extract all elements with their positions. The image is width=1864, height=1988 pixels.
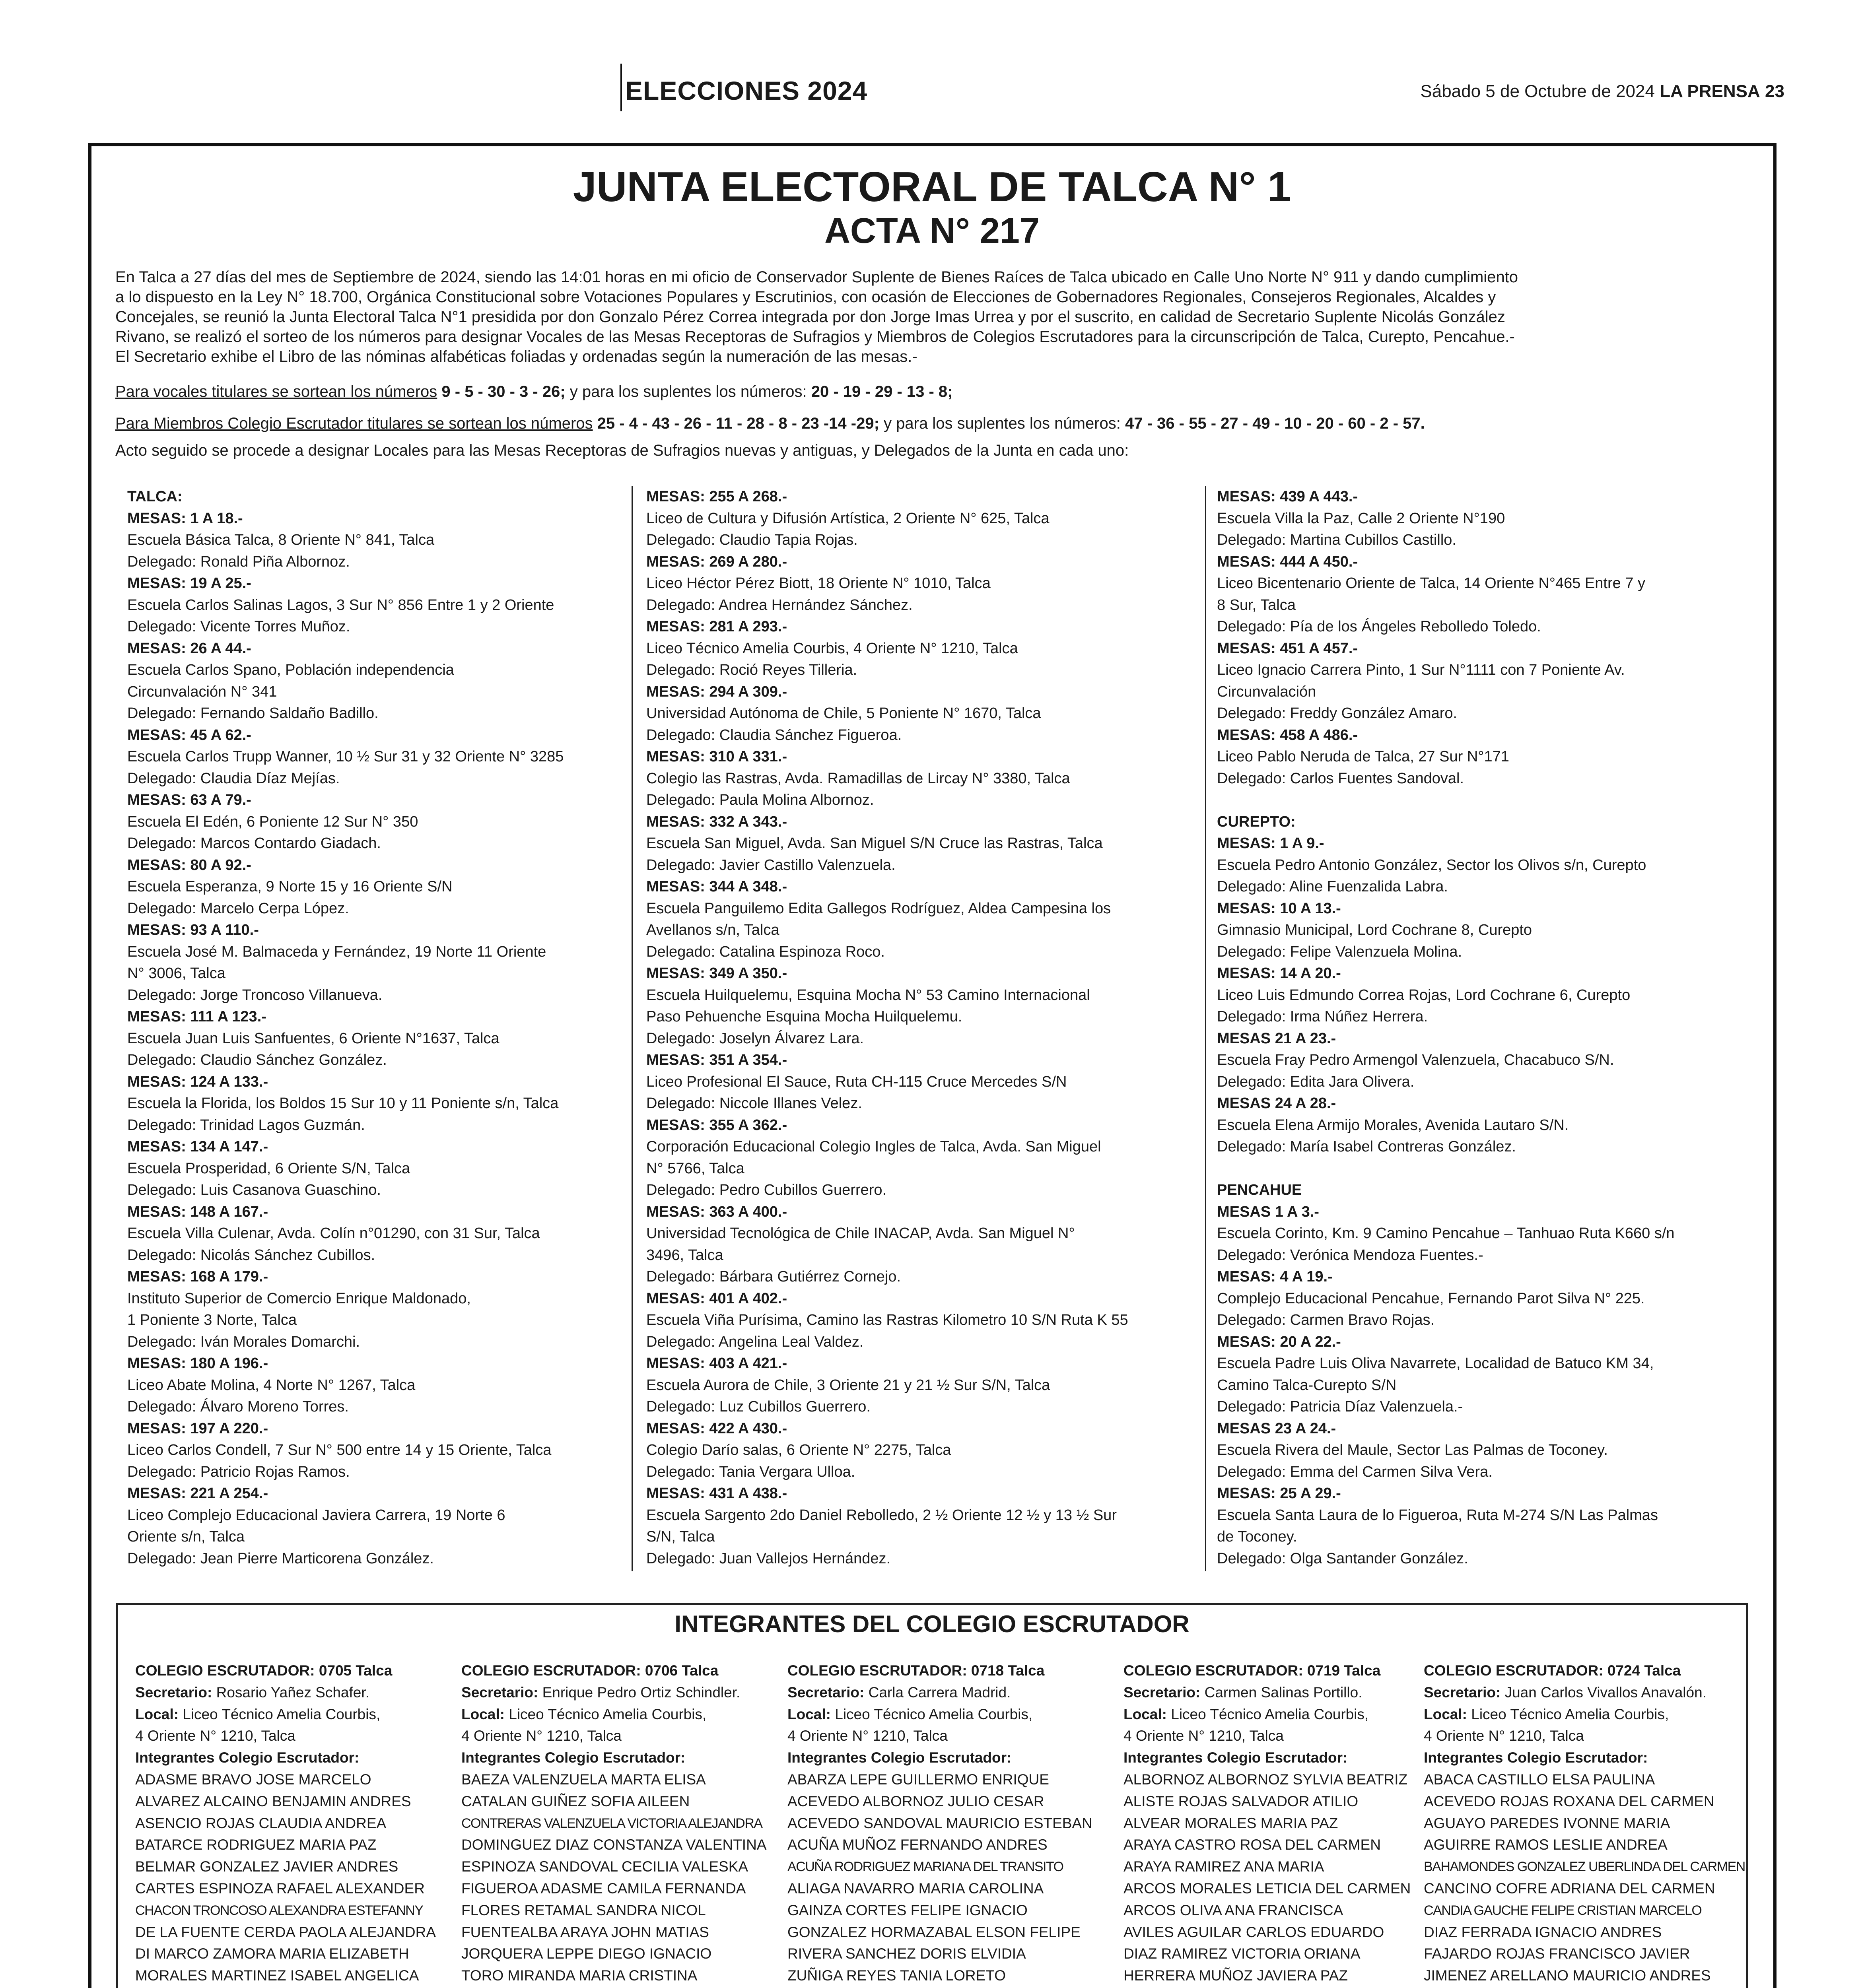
mesa-line: de Toconey. — [1217, 1528, 1297, 1545]
mesa-heading: MESAS: 439 A 443.- — [1217, 488, 1358, 505]
mesa-line: 8 Sur, Talca — [1217, 596, 1296, 613]
mesa-line: Escuela José M. Balmaceda y Fernández, 19 Norte 11 Oriente — [127, 943, 546, 960]
mesa-line: Delegado: Aline Fuenzalida Labra. — [1217, 878, 1448, 895]
mesa-line: Escuela Carlos Spano, Población independencia — [127, 662, 454, 678]
mesa-line: Escuela Viña Purísima, Camino las Rastras Kilometro 10 S/N Ruta K 55 — [646, 1312, 1128, 1328]
mesa-heading: PENCAHUE — [1217, 1182, 1302, 1198]
mesa-heading: MESAS: 63 A 79.- — [127, 792, 251, 808]
colegio-group — [787, 1660, 1092, 1987]
mesa-line: Escuela Panguilemo Edita Gallegos Rodríguez, Aldea Campesina los — [646, 900, 1111, 917]
mesas-column-3 — [1217, 486, 1734, 1569]
mesa-line: Escuela Carlos Trupp Wanner, 10 ½ Sur 31 y 32 Oriente N° 3285 — [127, 748, 564, 765]
mesa-line: Escuela Villa la Paz, Calle 2 Oriente N°190 — [1217, 510, 1505, 527]
mesa-line: Delegado: Marcos Contardo Giadach. — [127, 835, 381, 852]
integrantes-label: Integrantes Colegio Escrutador: — [461, 1749, 686, 1766]
secretario-label: Secretario: — [1123, 1684, 1201, 1701]
mesa-line: Liceo Profesional El Sauce, Ruta CH-115 Cruce Mercedes S/N — [646, 1073, 1067, 1090]
local-address: 4 Oriente N° 1210, Talca — [461, 1728, 622, 1744]
mesa-line: Delegado: Claudio Sánchez González. — [127, 1052, 387, 1068]
vocales-suplentes: 20 - 19 - 29 - 13 - 8; — [811, 383, 953, 400]
secretario-label: Secretario: — [461, 1684, 538, 1701]
mesa-line: Escuela Huilquelemu, Esquina Mocha N° 53 Camino Internacional — [646, 986, 1090, 1004]
colegio-member: ARAYA CASTRO ROSA DEL CARMEN — [1123, 1837, 1381, 1853]
colegio-label: Para Miembros Colegio Escrutador titulares se sortean los números — [115, 415, 593, 432]
mesa-line — [1217, 789, 1734, 811]
mesa-line: Circunvalación — [1217, 683, 1316, 700]
colegio-member: CANCINO COFRE ADRIANA DEL CARMEN — [1424, 1880, 1715, 1897]
mesa-line: Universidad Autónoma de Chile, 5 Poniente N° 1670, Talca — [646, 705, 1041, 722]
colegio-member: ARCOS MORALES LETICIA DEL CARMEN — [1123, 1880, 1411, 1897]
colegio-suplentes: 47 - 36 - 55 - 27 - 49 - 10 - 20 - 60 - 2 - 57. — [1125, 415, 1425, 432]
secretario-label: Secretario: — [1424, 1684, 1501, 1701]
colegio-member: BAHAMONDES GONZALEZ UBERLINDA DEL CARMEN — [1424, 1859, 1745, 1875]
mesa-line: Oriente s/n, Talca — [127, 1528, 245, 1545]
mesa-line: Delegado: Felipe Valenzuela Molina. — [1217, 943, 1462, 960]
mesa-heading: MESAS: 20 A 22.- — [1217, 1333, 1341, 1350]
mesa-heading: MESAS: 332 A 343.- — [646, 813, 787, 830]
mesa-heading: MESAS: 310 A 331.- — [646, 748, 787, 765]
mesa-line: Delegado: Javier Castillo Valenzuela. — [646, 856, 896, 874]
mesa-line: Liceo Ignacio Carrera Pinto, 1 Sur N°1111 con 7 Poniente Av. — [1217, 662, 1625, 678]
local-line — [461, 1704, 766, 1726]
local-address: 4 Oriente N° 1210, Talca — [1123, 1728, 1284, 1744]
mesa-line: Escuela Sargento 2do Daniel Rebolledo, 2 ½ Oriente 12 ½ y 13 ½ Sur — [646, 1507, 1117, 1524]
local-label: Local: — [135, 1706, 179, 1722]
mesa-heading: MESAS: 351 A 354.- — [646, 1052, 787, 1068]
mesa-line: Corporación Educacional Colegio Ingles de Talca, Avda. San Miguel — [646, 1138, 1101, 1155]
mesa-line: Escuela Santa Laura de lo Figueroa, Ruta M-274 S/N Las Palmas — [1217, 1507, 1658, 1524]
colegio-member: TORO MIRANDA MARIA CRISTINA — [461, 1967, 698, 1984]
mesa-line: Escuela Prosperidad, 6 Oriente S/N, Talca — [127, 1160, 410, 1177]
mesa-line: Delegado: Tania Vergara Ulloa. — [646, 1463, 855, 1480]
mesa-heading: MESAS: 10 A 13.- — [1217, 900, 1341, 917]
vocales-line — [115, 382, 1746, 402]
local-label: Local: — [1123, 1706, 1167, 1722]
integrantes-line — [1424, 1747, 1745, 1769]
local-address-line — [461, 1725, 766, 1747]
vocales-numbers: 9 - 5 - 30 - 3 - 26; — [441, 383, 566, 400]
header-rule — [620, 64, 622, 111]
colegio-member: ADASME BRAVO JOSE MARCELO — [135, 1771, 371, 1788]
mesa-line: Colegio Darío salas, 6 Oriente N° 2275, Talca — [646, 1442, 951, 1458]
colegio-member: ALVAREZ ALCAINO BENJAMIN ANDRES — [135, 1793, 411, 1809]
mesa-line: Gimnasio Municipal, Lord Cochrane 8, Curepto — [1217, 922, 1532, 938]
colegio-header-line — [1123, 1660, 1411, 1682]
mesa-line: Delegado: Paula Molina Albornoz. — [646, 792, 874, 808]
colegio-header-line — [1424, 1660, 1745, 1682]
mesa-line: Delegado: Luz Cubillos Guerrero. — [646, 1398, 871, 1415]
colegio-member: ACUÑA MUÑOZ FERNANDO ANDRES — [787, 1837, 1048, 1853]
mesa-line: Liceo Técnico Amelia Courbis, 4 Oriente N° 1210, Talca — [646, 640, 1018, 657]
mesa-line: Paso Pehuenche Esquina Mocha Huilquelemu. — [646, 1008, 962, 1025]
mesa-line: Delegado: Álvaro Moreno Torres. — [127, 1398, 349, 1415]
secretario-line — [1424, 1682, 1745, 1704]
mesa-line: Delegado: Fernando Saldaño Badillo. — [127, 705, 379, 722]
mesa-line: Delegado: Verónica Mendoza Fuentes.- — [1217, 1246, 1483, 1264]
mesa-line: Escuela Pedro Antonio González, Sector los Olivos s/n, Curepto — [1217, 856, 1646, 874]
page-date — [1420, 82, 1784, 101]
colegio-mid: y para los suplentes los números: — [884, 415, 1121, 432]
mesa-heading: MESAS 24 A 28.- — [1217, 1095, 1336, 1112]
mesa-line: Escuela Aurora de Chile, 3 Oriente 21 y 21 ½ Sur S/N, Talca — [646, 1376, 1050, 1394]
secretario-label: Secretario: — [135, 1684, 212, 1701]
colegio-member: HERRERA MUÑOZ JAVIERA PAZ — [1123, 1967, 1348, 1984]
mesa-line: Delegado: Trinidad Lagos Guzmán. — [127, 1116, 365, 1134]
mesa-heading: MESAS: 458 A 486.- — [1217, 726, 1358, 744]
integrantes-line — [461, 1747, 766, 1769]
mesa-line — [1217, 1158, 1734, 1180]
mesa-line: Delegado: Andrea Hernández Sánchez. — [646, 596, 913, 613]
mesa-line: Delegado: Emma del Carmen Silva Vera. — [1217, 1463, 1493, 1480]
mesa-line: Delegado: Nicolás Sánchez Cubillos. — [127, 1246, 375, 1264]
acta-title: JUNTA ELECTORAL DE TALCA N° 1 — [573, 163, 1291, 210]
mesa-line: Liceo Bicentenario Oriente de Talca, 14 Oriente N°465 Entre 7 y — [1217, 575, 1646, 592]
colegio-header: COLEGIO ESCRUTADOR: 0706 Talca — [461, 1662, 719, 1679]
mesa-heading: MESAS: 294 A 309.- — [646, 683, 787, 700]
colegio-member: FLORES RETAMAL SANDRA NICOL — [461, 1902, 706, 1918]
mesa-heading: MESAS: 349 A 350.- — [646, 965, 787, 982]
integrantes-label: Integrantes Colegio Escrutador: — [135, 1749, 360, 1766]
mesa-heading: MESAS: 197 A 220.- — [127, 1420, 268, 1437]
colegio-member: DIAZ FERRADA IGNACIO ANDRES — [1424, 1924, 1662, 1940]
colegio-member: GAINZA CORTES FELIPE IGNACIO — [787, 1902, 1028, 1918]
mesa-line: Escuela Carlos Salinas Lagos, 3 Sur N° 856 Entre 1 y 2 Oriente — [127, 596, 554, 613]
mesa-line: Escuela la Florida, los Boldos 15 Sur 10 y 11 Poniente s/n, Talca — [127, 1095, 559, 1112]
mesa-line: Delegado: Roció Reyes Tilleria. — [646, 662, 857, 678]
intro-line: En Talca a 27 días del mes de Septiembre de 2024, siendo las 14:01 horas en mi oficio de Conservador Suplente de Bienes Raíces de Talca ubicado en Calle Uno Norte N° 911 y dando cumplimiento — [115, 268, 1518, 286]
mesa-heading: MESAS: 269 A 280.- — [646, 553, 787, 570]
mesa-line: Liceo Abate Molina, 4 Norte N° 1267, Talca — [127, 1376, 416, 1394]
colegio-member: CHACON TRONCOSO ALEXANDRA ESTEFANNY — [135, 1903, 423, 1918]
mesa-heading: MESAS: 4 A 19.- — [1217, 1268, 1333, 1285]
acta-number: ACTA N° 217 — [824, 211, 1040, 251]
mesa-line: Delegado: Claudio Tapia Rojas. — [646, 532, 858, 548]
local-address: 4 Oriente N° 1210, Talca — [1424, 1728, 1584, 1744]
colegio-member: BAEZA VALENZUELA MARTA ELISA — [461, 1771, 706, 1788]
local-address: 4 Oriente N° 1210, Talca — [787, 1728, 948, 1744]
local-name: Liceo Técnico Amelia Courbis, — [1171, 1706, 1369, 1722]
local-line — [1424, 1704, 1745, 1726]
mesa-line: Instituto Superior de Comercio Enrique Maldonado, — [127, 1290, 471, 1307]
local-label: Local: — [1424, 1706, 1467, 1722]
secretario-name: Juan Carlos Vivallos Anavalón. — [1504, 1684, 1707, 1701]
local-line — [787, 1704, 1092, 1726]
colegio-member: ALIAGA NAVARRO MARIA CAROLINA — [787, 1880, 1044, 1897]
secretario-name: Carmen Salinas Portillo. — [1204, 1684, 1363, 1701]
mesa-line: Liceo Luis Edmundo Correa Rojas, Lord Cochrane 6, Curepto — [1217, 986, 1631, 1004]
locales-line: Acto seguido se procede a designar Locales para las Mesas Receptoras de Sufragios nuevas y antiguas, y Delegados de la Junta en cada uno: — [115, 442, 1129, 459]
mesa-heading: MESAS: 111 A 123.- — [127, 1008, 266, 1025]
mesa-line: Delegado: Carmen Bravo Rojas. — [1217, 1312, 1435, 1328]
mesa-line: Escuela Fray Pedro Armengol Valenzuela, Chacabuco S/N. — [1217, 1052, 1614, 1068]
colegio-member: FIGUEROA ADASME CAMILA FERNANDA — [461, 1880, 746, 1897]
mesa-heading: TALCA: — [127, 488, 183, 505]
mesa-heading: MESAS: 281 A 293.- — [646, 618, 787, 635]
mesa-line: Escuela Villa Culenar, Avda. Colín n°01290, con 31 Sur, Talca — [127, 1225, 540, 1242]
mesa-line: Liceo de Cultura y Difusión Artística, 2 Oriente N° 625, Talca — [646, 510, 1050, 527]
mesa-heading: MESAS: 422 A 430.- — [646, 1420, 787, 1437]
mesa-heading: MESAS: 134 A 147.- — [127, 1138, 268, 1155]
colegio-header: COLEGIO ESCRUTADOR: 0719 Talca — [1123, 1662, 1381, 1679]
colegio-member: ACEVEDO ALBORNOZ JULIO CESAR — [787, 1793, 1044, 1809]
colegio-group — [135, 1660, 436, 1987]
mesas-column-2 — [646, 486, 1197, 1569]
mesa-heading: MESAS: 148 A 167.- — [127, 1203, 268, 1220]
mesa-line: 3496, Talca — [646, 1246, 723, 1264]
local-name: Liceo Técnico Amelia Courbis, — [835, 1706, 1033, 1722]
mesa-heading: MESAS: 180 A 196.- — [127, 1355, 268, 1372]
secretario-name: Carla Carrera Madrid. — [868, 1684, 1011, 1701]
mesa-heading: MESAS: 344 A 348.- — [646, 878, 787, 895]
section-title: ELECCIONES 2024 — [625, 76, 868, 105]
mesa-line: Delegado: Martina Cubillos Castillo. — [1217, 532, 1456, 548]
mesa-line: Delegado: Ronald Piña Albornoz. — [127, 553, 350, 570]
mesa-line: Delegado: Patricia Díaz Valenzuela.- — [1217, 1398, 1463, 1415]
colegio-member: AVILES AGUILAR CARLOS EDUARDO — [1123, 1924, 1384, 1940]
mesa-heading: MESAS: 124 A 133.- — [127, 1073, 268, 1090]
mesa-line: Colegio las Rastras, Avda. Ramadillas de Lircay N° 3380, Talca — [646, 770, 1070, 787]
integrantes-label: Integrantes Colegio Escrutador: — [787, 1749, 1012, 1766]
local-name: Liceo Técnico Amelia Courbis, — [183, 1706, 381, 1722]
integrantes-line — [1123, 1747, 1411, 1769]
mesa-line: N° 5766, Talca — [646, 1160, 744, 1177]
colegio-member: JIMENEZ ARELLANO MAURICIO ANDRES — [1424, 1967, 1711, 1984]
colegio-member: ACEVEDO SANDOVAL MAURICIO ESTEBAN — [787, 1815, 1092, 1831]
local-address-line — [787, 1725, 1092, 1747]
mesa-line: Delegado: Niccole Illanes Velez. — [646, 1095, 862, 1112]
colegio-line — [115, 414, 1746, 433]
mesa-line: Escuela Básica Talca, 8 Oriente N° 841, Talca — [127, 532, 435, 548]
mesa-line: Delegado: Carlos Fuentes Sandoval. — [1217, 770, 1464, 787]
secretario-line — [461, 1682, 766, 1704]
colegio-member: DOMINGUEZ DIAZ CONSTANZA VALENTINA — [461, 1837, 767, 1853]
secretario-name: Rosario Yañez Schafer. — [216, 1684, 369, 1701]
local-label: Local: — [461, 1706, 505, 1722]
mesa-heading: MESAS: 221 A 254.- — [127, 1485, 268, 1502]
colegio-member: CANDIA GAUCHE FELIPE CRISTIAN MARCELO — [1424, 1903, 1702, 1918]
mesa-line: Delegado: Pía de los Ángeles Rebolledo Toledo. — [1217, 618, 1541, 635]
secretario-line — [1123, 1682, 1411, 1704]
colegio-header: COLEGIO ESCRUTADOR: 0705 Talca — [135, 1662, 393, 1679]
mesa-heading: MESAS: 363 A 400.- — [646, 1203, 787, 1220]
mesa-line: Delegado: Jorge Troncoso Villanueva. — [127, 986, 383, 1004]
mesa-heading: MESAS: 401 A 402.- — [646, 1290, 787, 1307]
mesa-line: Escuela Esperanza, 9 Norte 15 y 16 Oriente S/N — [127, 878, 453, 895]
mesa-line: Delegado: Irma Núñez Herrera. — [1217, 1008, 1428, 1025]
integrantes-line — [787, 1747, 1092, 1769]
mesa-line: Complejo Educacional Pencahue, Fernando Parot Silva N° 225. — [1217, 1290, 1645, 1307]
mesa-line: Liceo Pablo Neruda de Talca, 27 Sur N°171 — [1217, 748, 1509, 765]
mesa-line: Delegado: Marcelo Cerpa López. — [127, 900, 349, 917]
colegio-member: ACUÑA RODRIGUEZ MARIANA DEL TRANSITO — [787, 1859, 1063, 1875]
colegio-member: FAJARDO ROJAS FRANCISCO JAVIER — [1424, 1945, 1690, 1962]
local-address-line — [135, 1725, 436, 1747]
colegio-header-line — [461, 1660, 766, 1682]
mesa-heading: MESAS: 14 A 20.- — [1217, 965, 1341, 982]
mesa-line: Liceo Carlos Condell, 7 Sur N° 500 entre 14 y 15 Oriente, Talca — [127, 1442, 552, 1458]
mesa-line: Delegado: Edita Jara Olivera. — [1217, 1073, 1415, 1090]
colegio-member: MORALES MARTINEZ ISABEL ANGELICA — [135, 1967, 419, 1984]
mesa-heading: MESAS: 26 A 44.- — [127, 640, 251, 657]
secretario-line — [787, 1682, 1092, 1704]
colegio-member: GONZALEZ HORMAZABAL ELSON FELIPE — [787, 1924, 1081, 1940]
mesa-heading: MESAS: 25 A 29.- — [1217, 1485, 1341, 1502]
date-text: Sábado 5 de Octubre de 2024 — [1420, 82, 1655, 101]
mesa-line: Delegado: Claudia Sánchez Figueroa. — [646, 726, 902, 744]
colegio-title: INTEGRANTES DEL COLEGIO ESCRUTADOR — [674, 1611, 1190, 1637]
colegio-member: ARCOS OLIVA ANA FRANCISCA — [1123, 1902, 1343, 1918]
mesas-column-1 — [127, 486, 624, 1569]
intro-line: Concejales, se reunió la Junta Electoral Talca N°1 presidida por don Gonzalo Pérez Correa integrada por don Jorge Imas Urrea y por el suscrito, en calidad de Secretario Suplente Nicolás González — [115, 308, 1505, 326]
mesa-heading: MESAS: 93 A 110.- — [127, 922, 259, 938]
column-divider — [632, 486, 633, 1571]
mesa-line: Camino Talca-Curepto S/N — [1217, 1376, 1397, 1394]
intro-line: Rivano, se realizó el sorteo de los números para designar Vocales de las Mesas Receptoras de Sufragios y Miembros de Colegios Escrutadores para la circunscripción de Talca, Curepto, Pencahue.- — [115, 328, 1515, 346]
colegio-member: AGUAYO PAREDES IVONNE MARIA — [1424, 1815, 1670, 1831]
mesa-line: Delegado: Patricio Rojas Ramos. — [127, 1463, 350, 1480]
colegio-header: COLEGIO ESCRUTADOR: 0718 Talca — [787, 1662, 1045, 1679]
mesa-line: Escuela Elena Armijo Morales, Avenida Lautaro S/N. — [1217, 1116, 1569, 1134]
vocales-mid: y para los suplentes los números: — [570, 383, 807, 400]
mesa-heading: MESAS: 168 A 179.- — [127, 1268, 268, 1285]
mesa-line: Escuela Padre Luis Oliva Navarrete, Localidad de Batuco KM 34, — [1217, 1355, 1654, 1372]
page-number: 23 — [1765, 82, 1784, 101]
mesa-line: Escuela Rivera del Maule, Sector Las Palmas de Toconey. — [1217, 1442, 1608, 1458]
mesa-line: Delegado: Jean Pierre Marticorena González. — [127, 1550, 434, 1567]
mesa-line: Delegado: María Isabel Contreras González. — [1217, 1138, 1516, 1155]
colegio-member: ARAYA RAMIREZ ANA MARIA — [1123, 1858, 1324, 1875]
colegio-header-line — [787, 1660, 1092, 1682]
mesa-heading: MESAS: 80 A 92.- — [127, 856, 251, 874]
mesa-line: Delegado: Juan Vallejos Hernández. — [646, 1550, 891, 1567]
mesa-heading: MESAS: 444 A 450.- — [1217, 553, 1358, 570]
intro-line: a lo dispuesto en la Ley N° 18.700, Orgánica Constitucional sobre Votaciones Populares y Escrutinios, con ocasión de Elecciones de Gobernadores Regionales, Consejeros Regionales, Alcaldes y — [115, 288, 1496, 306]
mesa-line: Liceo Complejo Educacional Javiera Carrera, 19 Norte 6 — [127, 1507, 505, 1524]
secretario-name: Enrique Pedro Ortiz Schindler. — [542, 1684, 741, 1701]
mesa-heading: CUREPTO: — [1217, 813, 1296, 830]
local-label: Local: — [787, 1706, 831, 1722]
mesa-line: Delegado: Catalina Espinoza Roco. — [646, 943, 885, 960]
colegio-member: DE LA FUENTE CERDA PAOLA ALEJANDRA — [135, 1924, 436, 1940]
colegio-header-line — [135, 1660, 436, 1682]
colegio-member: CARTES ESPINOZA RAFAEL ALEXANDER — [135, 1880, 425, 1897]
secretario-line — [135, 1682, 436, 1704]
colegio-member: FUENTEALBA ARAYA JOHN MATIAS — [461, 1924, 709, 1940]
local-address: 4 Oriente N° 1210, Talca — [135, 1728, 295, 1744]
colegio-member: ALBORNOZ ALBORNOZ SYLVIA BEATRIZ — [1123, 1771, 1408, 1788]
colegio-member: ALVEAR MORALES MARIA PAZ — [1123, 1815, 1338, 1831]
colegio-numbers: 25 - 4 - 43 - 26 - 11 - 28 - 8 - 23 -14 -29; — [597, 415, 879, 432]
mesa-heading: MESAS: 255 A 268.- — [646, 488, 787, 505]
mesa-line: Delegado: Luis Casanova Guaschino. — [127, 1182, 381, 1198]
colegio-member: JORQUERA LEPPE DIEGO IGNACIO — [461, 1945, 712, 1962]
mesa-heading: MESAS 1 A 3.- — [1217, 1203, 1319, 1220]
local-line — [135, 1704, 436, 1726]
mesa-heading: MESAS: 355 A 362.- — [646, 1116, 787, 1134]
mesa-heading: MESAS: 1 A 9.- — [1217, 835, 1324, 852]
colegio-member: RIVERA SANCHEZ DORIS ELVIDIA — [787, 1945, 1026, 1962]
paper-name: LA PRENSA — [1660, 82, 1760, 101]
local-address-line — [1424, 1725, 1745, 1747]
mesa-line: Escuela San Miguel, Avda. San Miguel S/N Cruce las Rastras, Talca — [646, 835, 1103, 852]
colegio-member: ACEVEDO ROJAS ROXANA DEL CARMEN — [1424, 1793, 1714, 1809]
colegio-group — [461, 1660, 766, 1987]
colegio-member: DIAZ RAMIREZ VICTORIA ORIANA — [1123, 1945, 1361, 1962]
mesa-heading: MESAS: 451 A 457.- — [1217, 640, 1358, 657]
colegio-header: COLEGIO ESCRUTADOR: 0724 Talca — [1424, 1662, 1681, 1679]
mesa-heading: MESAS 21 A 23.- — [1217, 1030, 1336, 1047]
mesa-heading: MESAS: 19 A 25.- — [127, 575, 251, 592]
colegio-member: CATALAN GUIÑEZ SOFIA AILEEN — [461, 1793, 690, 1809]
mesa-line: Escuela El Edén, 6 Poniente 12 Sur N° 350 — [127, 813, 418, 830]
mesa-heading: MESAS: 45 A 62.- — [127, 726, 251, 744]
mesa-line: N° 3006, Talca — [127, 965, 225, 982]
local-line — [1123, 1704, 1411, 1726]
mesa-line: Delegado: Claudia Díaz Mejías. — [127, 770, 340, 787]
mesa-line: Liceo Héctor Pérez Biott, 18 Oriente N° 1010, Talca — [646, 575, 991, 592]
colegio-member: ABACA CASTILLO ELSA PAULINA — [1424, 1771, 1655, 1788]
mesa-line: Universidad Tecnológica de Chile INACAP, Avda. San Miguel N° — [646, 1225, 1075, 1242]
mesa-heading: MESAS: 431 A 438.- — [646, 1485, 787, 1502]
mesa-line: Delegado: Joselyn Álvarez Lara. — [646, 1030, 864, 1047]
intro-line: El Secretario exhibe el Libro de las nóminas alfabéticas foliadas y ordenadas según la numeración de las mesas.- — [115, 348, 917, 365]
colegio-group — [1424, 1660, 1745, 1987]
colegio-group — [1123, 1660, 1411, 1987]
mesa-line: S/N, Talca — [646, 1528, 715, 1545]
colegio-member: BELMAR GONZALEZ JAVIER ANDRES — [135, 1858, 398, 1875]
mesa-line: Delegado: Freddy González Amaro. — [1217, 705, 1458, 722]
local-name: Liceo Técnico Amelia Courbis, — [1471, 1706, 1669, 1722]
colegio-member: BATARCE RODRIGUEZ MARIA PAZ — [135, 1837, 377, 1853]
colegio-member: DI MARCO ZAMORA MARIA ELIZABETH — [135, 1945, 409, 1962]
mesa-line: Delegado: Angelina Leal Valdez. — [646, 1333, 864, 1350]
mesa-line: Delegado: Vicente Torres Muñoz. — [127, 618, 350, 635]
integrantes-line — [135, 1747, 436, 1769]
mesa-line: Escuela Corinto, Km. 9 Camino Pencahue – Tanhuao Ruta K660 s/n — [1217, 1225, 1675, 1242]
mesa-line: Circunvalación N° 341 — [127, 683, 277, 700]
colegio-member: ASENCIO ROJAS CLAUDIA ANDREA — [135, 1815, 387, 1831]
mesa-heading: MESAS: 1 A 18.- — [127, 510, 243, 527]
colegio-member: ALISTE ROJAS SALVADOR ATILIO — [1123, 1793, 1359, 1809]
secretario-label: Secretario: — [787, 1684, 865, 1701]
colegio-member: AGUIRRE RAMOS LESLIE ANDREA — [1424, 1837, 1668, 1853]
colegio-member: ESPINOZA SANDOVAL CECILIA VALESKA — [461, 1858, 748, 1875]
mesa-line: Escuela Juan Luis Sanfuentes, 6 Oriente N°1637, Talca — [127, 1030, 500, 1047]
mesa-line: Delegado: Bárbara Gutiérrez Cornejo. — [646, 1268, 901, 1285]
integrantes-label: Integrantes Colegio Escrutador: — [1424, 1749, 1648, 1766]
mesa-line: Delegado: Pedro Cubillos Guerrero. — [646, 1182, 887, 1198]
mesa-heading: MESAS 23 A 24.- — [1217, 1420, 1336, 1437]
mesa-line: Delegado: Olga Santander González. — [1217, 1550, 1468, 1567]
mesa-line: 1 Poniente 3 Norte, Talca — [127, 1312, 297, 1328]
mesa-line: Delegado: Iván Morales Domarchi. — [127, 1333, 360, 1350]
local-address-line — [1123, 1725, 1411, 1747]
colegio-member: ZUÑIGA REYES TANIA LORETO — [787, 1967, 1006, 1984]
mesa-heading: MESAS: 403 A 421.- — [646, 1355, 787, 1372]
colegio-member: CONTRERAS VALENZUELA VICTORIA ALEJANDRA — [461, 1815, 762, 1831]
colegio-member: ABARZA LEPE GUILLERMO ENRIQUE — [787, 1771, 1049, 1788]
integrantes-label: Integrantes Colegio Escrutador: — [1123, 1749, 1348, 1766]
mesa-line: Avellanos s/n, Talca — [646, 922, 779, 938]
column-divider — [1205, 486, 1206, 1571]
acta-intro — [115, 267, 1746, 367]
vocales-label: Para vocales titulares se sortean los números — [115, 383, 437, 400]
local-name: Liceo Técnico Amelia Courbis, — [509, 1706, 707, 1722]
